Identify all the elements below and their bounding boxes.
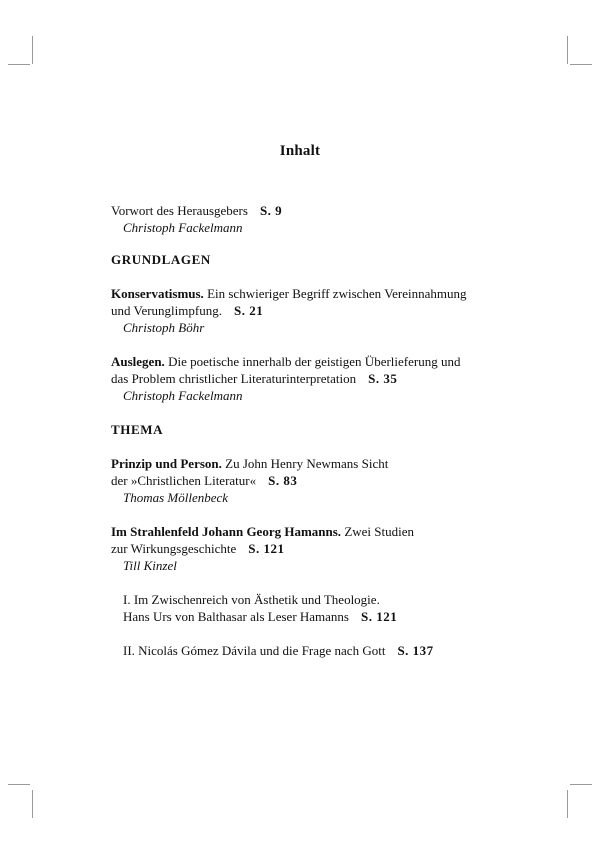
entry-subtitle-line1: Ein schwieriger Begriff zwischen Vereinnahmung xyxy=(207,286,467,301)
crop-mark xyxy=(567,36,568,64)
page-reference: S. 121 xyxy=(361,609,398,624)
crop-mark xyxy=(32,790,33,818)
page-reference: S. 137 xyxy=(397,643,434,658)
toc-entry-konservatismus[interactable] xyxy=(111,285,511,336)
entry-subtitle-line2: der »Christlichen Literatur« xyxy=(111,473,257,488)
entry-subtitle-line1: Zwei Studien xyxy=(344,524,414,539)
entry-subtitle-line2: zur Wirkungsgeschichte xyxy=(111,541,237,556)
toc-entry-vorwort[interactable] xyxy=(111,202,511,236)
entry-subtitle-line2: das Problem christlicher Literaturinterpretation xyxy=(111,371,357,386)
entry-title-bold: Im Strahlenfeld Johann Georg Hamanns. xyxy=(111,524,342,539)
crop-mark xyxy=(8,64,30,65)
section-heading-grundlagen: GRUNDLAGEN xyxy=(111,252,211,267)
page-reference: S. 9 xyxy=(259,203,283,218)
crop-mark xyxy=(32,36,33,64)
entry-title-bold: Konservatismus. xyxy=(111,286,204,301)
toc-entry-hamann[interactable] xyxy=(111,523,511,574)
entry-title: Vorwort des Herausgebers xyxy=(111,203,248,218)
entry-subtitle-line1: Die poetische innerhalb der geistigen Überlieferung und xyxy=(168,354,461,369)
entry-title-bold: Auslegen. xyxy=(111,354,165,369)
toc-entry-auslegen[interactable] xyxy=(111,353,511,404)
page-reference: S. 35 xyxy=(368,371,398,386)
crop-mark xyxy=(567,790,568,818)
subentry-line1: I. Im Zwischenreich von Ästhetik und Theologie. xyxy=(123,592,380,607)
entry-title-bold: Prinzip und Person. xyxy=(111,456,222,471)
entry-author: Till Kinzel xyxy=(123,558,177,573)
entry-subtitle-line1: Zu John Henry Newmans Sicht xyxy=(225,456,389,471)
section-heading-thema: THEMA xyxy=(111,422,164,437)
entry-author: Thomas Möllenbeck xyxy=(123,490,229,505)
table-of-contents xyxy=(111,202,511,659)
subentry-line1: II. Nicolás Gómez Dávila und die Frage nach Gott xyxy=(123,643,386,658)
subentry-line2: Hans Urs von Balthasar als Leser Hamanns xyxy=(123,609,349,624)
page-reference: S. 21 xyxy=(233,303,264,318)
page-reference: S. 83 xyxy=(268,473,298,488)
toc-entry-prinzip[interactable] xyxy=(111,455,511,506)
page-title: Inhalt xyxy=(279,143,321,159)
toc-subentry-balthasar[interactable] xyxy=(111,591,511,625)
entry-subtitle-line2: und Verunglimpfung. xyxy=(111,303,222,318)
crop-mark xyxy=(8,784,30,785)
entry-author: Christoph Böhr xyxy=(123,320,205,335)
crop-mark xyxy=(570,64,592,65)
entry-author: Christoph Fackelmann xyxy=(123,388,243,403)
crop-mark xyxy=(570,784,592,785)
toc-subentry-davila[interactable] xyxy=(111,642,511,659)
entry-author: Christoph Fackelmann xyxy=(123,220,243,235)
page-reference: S. 121 xyxy=(248,541,285,556)
